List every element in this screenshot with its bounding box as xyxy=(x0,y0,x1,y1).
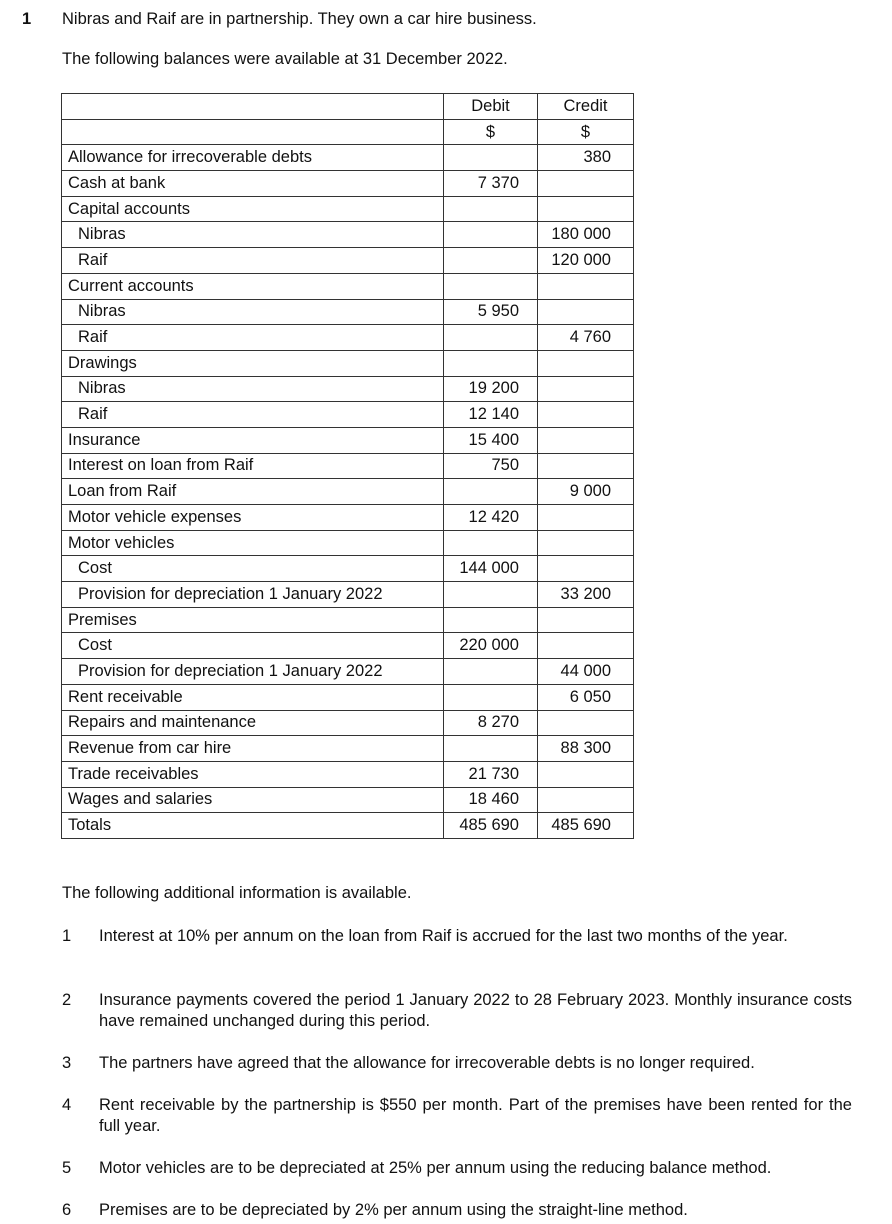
row-label: Premises xyxy=(62,607,444,633)
credit-value xyxy=(538,761,634,787)
question-number: 1 xyxy=(22,10,32,28)
credit-value xyxy=(538,453,634,479)
table-row xyxy=(62,607,634,633)
item-text: Premises are to be depreciated by 2% per annum using the straight-line method. xyxy=(99,1201,688,1219)
table-row xyxy=(62,736,634,762)
credit-value xyxy=(538,505,634,531)
row-label: Raif xyxy=(62,248,444,274)
row-label: Raif xyxy=(62,325,444,351)
credit-value xyxy=(538,299,634,325)
debit-value xyxy=(444,479,538,505)
header-row xyxy=(62,94,634,120)
additional-info-item xyxy=(62,990,852,1032)
credit-value xyxy=(538,171,634,197)
debit-value xyxy=(444,530,538,556)
debit-value xyxy=(444,145,538,171)
credit-value: 9 000 xyxy=(538,479,634,505)
trial-balance-table xyxy=(61,93,634,839)
credit-value xyxy=(538,787,634,813)
credit-value: 120 000 xyxy=(538,248,634,274)
table-row xyxy=(62,633,634,659)
credit-value xyxy=(538,556,634,582)
table-row xyxy=(62,427,634,453)
row-label: Drawings xyxy=(62,350,444,376)
debit-value xyxy=(444,196,538,222)
row-label: Motor vehicle expenses xyxy=(62,505,444,531)
debit-unit: $ xyxy=(444,119,538,145)
table-row xyxy=(62,196,634,222)
table-row xyxy=(62,248,634,274)
additional-info-item xyxy=(62,1158,852,1179)
credit-value xyxy=(538,710,634,736)
table-row xyxy=(62,453,634,479)
debit-value: 19 200 xyxy=(444,376,538,402)
table-row xyxy=(62,813,634,839)
debit-value: 144 000 xyxy=(444,556,538,582)
debit-value: 750 xyxy=(444,453,538,479)
item-text: The partners have agreed that the allowance for irrecoverable debts is no longer required. xyxy=(99,1054,755,1072)
table-row xyxy=(62,145,634,171)
debit-value xyxy=(444,222,538,248)
row-label: Insurance xyxy=(62,427,444,453)
table-row xyxy=(62,684,634,710)
credit-unit: $ xyxy=(538,119,634,145)
item-text: Insurance payments covered the period 1 January 2022 to 28 February 2023. Monthly insurance costs have remained unchanged during this period. xyxy=(99,991,852,1030)
table-row xyxy=(62,479,634,505)
table-row xyxy=(62,325,634,351)
table-row xyxy=(62,222,634,248)
row-label: Current accounts xyxy=(62,273,444,299)
debit-value xyxy=(444,684,538,710)
table-row xyxy=(62,350,634,376)
credit-value: 380 xyxy=(538,145,634,171)
table-row xyxy=(62,273,634,299)
row-label: Rent receivable xyxy=(62,684,444,710)
intro-text: Nibras and Raif are in partnership. They own a car hire business. xyxy=(62,10,537,28)
row-label: Interest on loan from Raif xyxy=(62,453,444,479)
debit-value: 12 420 xyxy=(444,505,538,531)
row-label: Revenue from car hire xyxy=(62,736,444,762)
row-label: Provision for depreciation 1 January 2022 xyxy=(62,659,444,685)
table-row xyxy=(62,582,634,608)
debit-value: 220 000 xyxy=(444,633,538,659)
debit-value: 7 370 xyxy=(444,171,538,197)
debit-value xyxy=(444,736,538,762)
row-label: Cash at bank xyxy=(62,171,444,197)
credit-value xyxy=(538,530,634,556)
row-label: Cost xyxy=(62,556,444,582)
credit-value: 88 300 xyxy=(538,736,634,762)
credit-value: 6 050 xyxy=(538,684,634,710)
credit-header: Credit xyxy=(538,94,634,120)
debit-value xyxy=(444,325,538,351)
debit-value xyxy=(444,273,538,299)
table-row xyxy=(62,376,634,402)
table-row xyxy=(62,710,634,736)
row-label: Nibras xyxy=(62,222,444,248)
credit-value xyxy=(538,607,634,633)
debit-value: 8 270 xyxy=(444,710,538,736)
item-number: 3 xyxy=(62,1054,72,1072)
credit-value: 44 000 xyxy=(538,659,634,685)
additional-info-heading: The following additional information is available. xyxy=(62,884,412,902)
credit-value xyxy=(538,427,634,453)
additional-info-item xyxy=(62,1095,852,1137)
debit-value: 5 950 xyxy=(444,299,538,325)
row-label: Trade receivables xyxy=(62,761,444,787)
table-row xyxy=(62,761,634,787)
table-row xyxy=(62,402,634,428)
table-row xyxy=(62,171,634,197)
debit-value xyxy=(444,659,538,685)
unit-row xyxy=(62,119,634,145)
credit-value xyxy=(538,196,634,222)
row-label: Wages and salaries xyxy=(62,787,444,813)
row-label: Cost xyxy=(62,633,444,659)
credit-value xyxy=(538,273,634,299)
table-row xyxy=(62,556,634,582)
item-text: Rent receivable by the partnership is $550 per month. Part of the premises have been rented for the full year. xyxy=(99,1096,852,1135)
row-label: Nibras xyxy=(62,376,444,402)
debit-header: Debit xyxy=(444,94,538,120)
debit-value: 12 140 xyxy=(444,402,538,428)
debit-value: 485 690 xyxy=(444,813,538,839)
debit-value xyxy=(444,248,538,274)
table-row xyxy=(62,299,634,325)
credit-value: 4 760 xyxy=(538,325,634,351)
item-number: 1 xyxy=(62,927,72,945)
table-row xyxy=(62,530,634,556)
debit-value: 15 400 xyxy=(444,427,538,453)
row-label: Nibras xyxy=(62,299,444,325)
row-label: Raif xyxy=(62,402,444,428)
credit-value xyxy=(538,350,634,376)
credit-value xyxy=(538,402,634,428)
credit-value: 180 000 xyxy=(538,222,634,248)
credit-value: 33 200 xyxy=(538,582,634,608)
item-text: Motor vehicles are to be depreciated at 25% per annum using the reducing balance method. xyxy=(99,1159,772,1177)
debit-value xyxy=(444,582,538,608)
debit-value xyxy=(444,350,538,376)
row-label: Loan from Raif xyxy=(62,479,444,505)
row-label: Capital accounts xyxy=(62,196,444,222)
table-row xyxy=(62,505,634,531)
additional-info-item xyxy=(62,1200,852,1221)
item-text: Interest at 10% per annum on the loan from Raif is accrued for the last two months of the year. xyxy=(99,927,788,945)
item-number: 6 xyxy=(62,1201,72,1219)
row-label: Provision for depreciation 1 January 2022 xyxy=(62,582,444,608)
credit-value xyxy=(538,376,634,402)
row-label: Motor vehicles xyxy=(62,530,444,556)
balances-intro: The following balances were available at 31 December 2022. xyxy=(62,50,508,68)
row-label: Allowance for irrecoverable debts xyxy=(62,145,444,171)
row-label: Repairs and maintenance xyxy=(62,710,444,736)
debit-value: 18 460 xyxy=(444,787,538,813)
debit-value: 21 730 xyxy=(444,761,538,787)
table-row xyxy=(62,787,634,813)
row-label: Totals xyxy=(62,813,444,839)
item-number: 2 xyxy=(62,991,72,1009)
credit-value: 485 690 xyxy=(538,813,634,839)
table-row xyxy=(62,659,634,685)
additional-info-item xyxy=(62,926,852,947)
debit-value xyxy=(444,607,538,633)
item-number: 5 xyxy=(62,1159,72,1177)
item-number: 4 xyxy=(62,1096,72,1114)
additional-info-item xyxy=(62,1053,852,1074)
credit-value xyxy=(538,633,634,659)
